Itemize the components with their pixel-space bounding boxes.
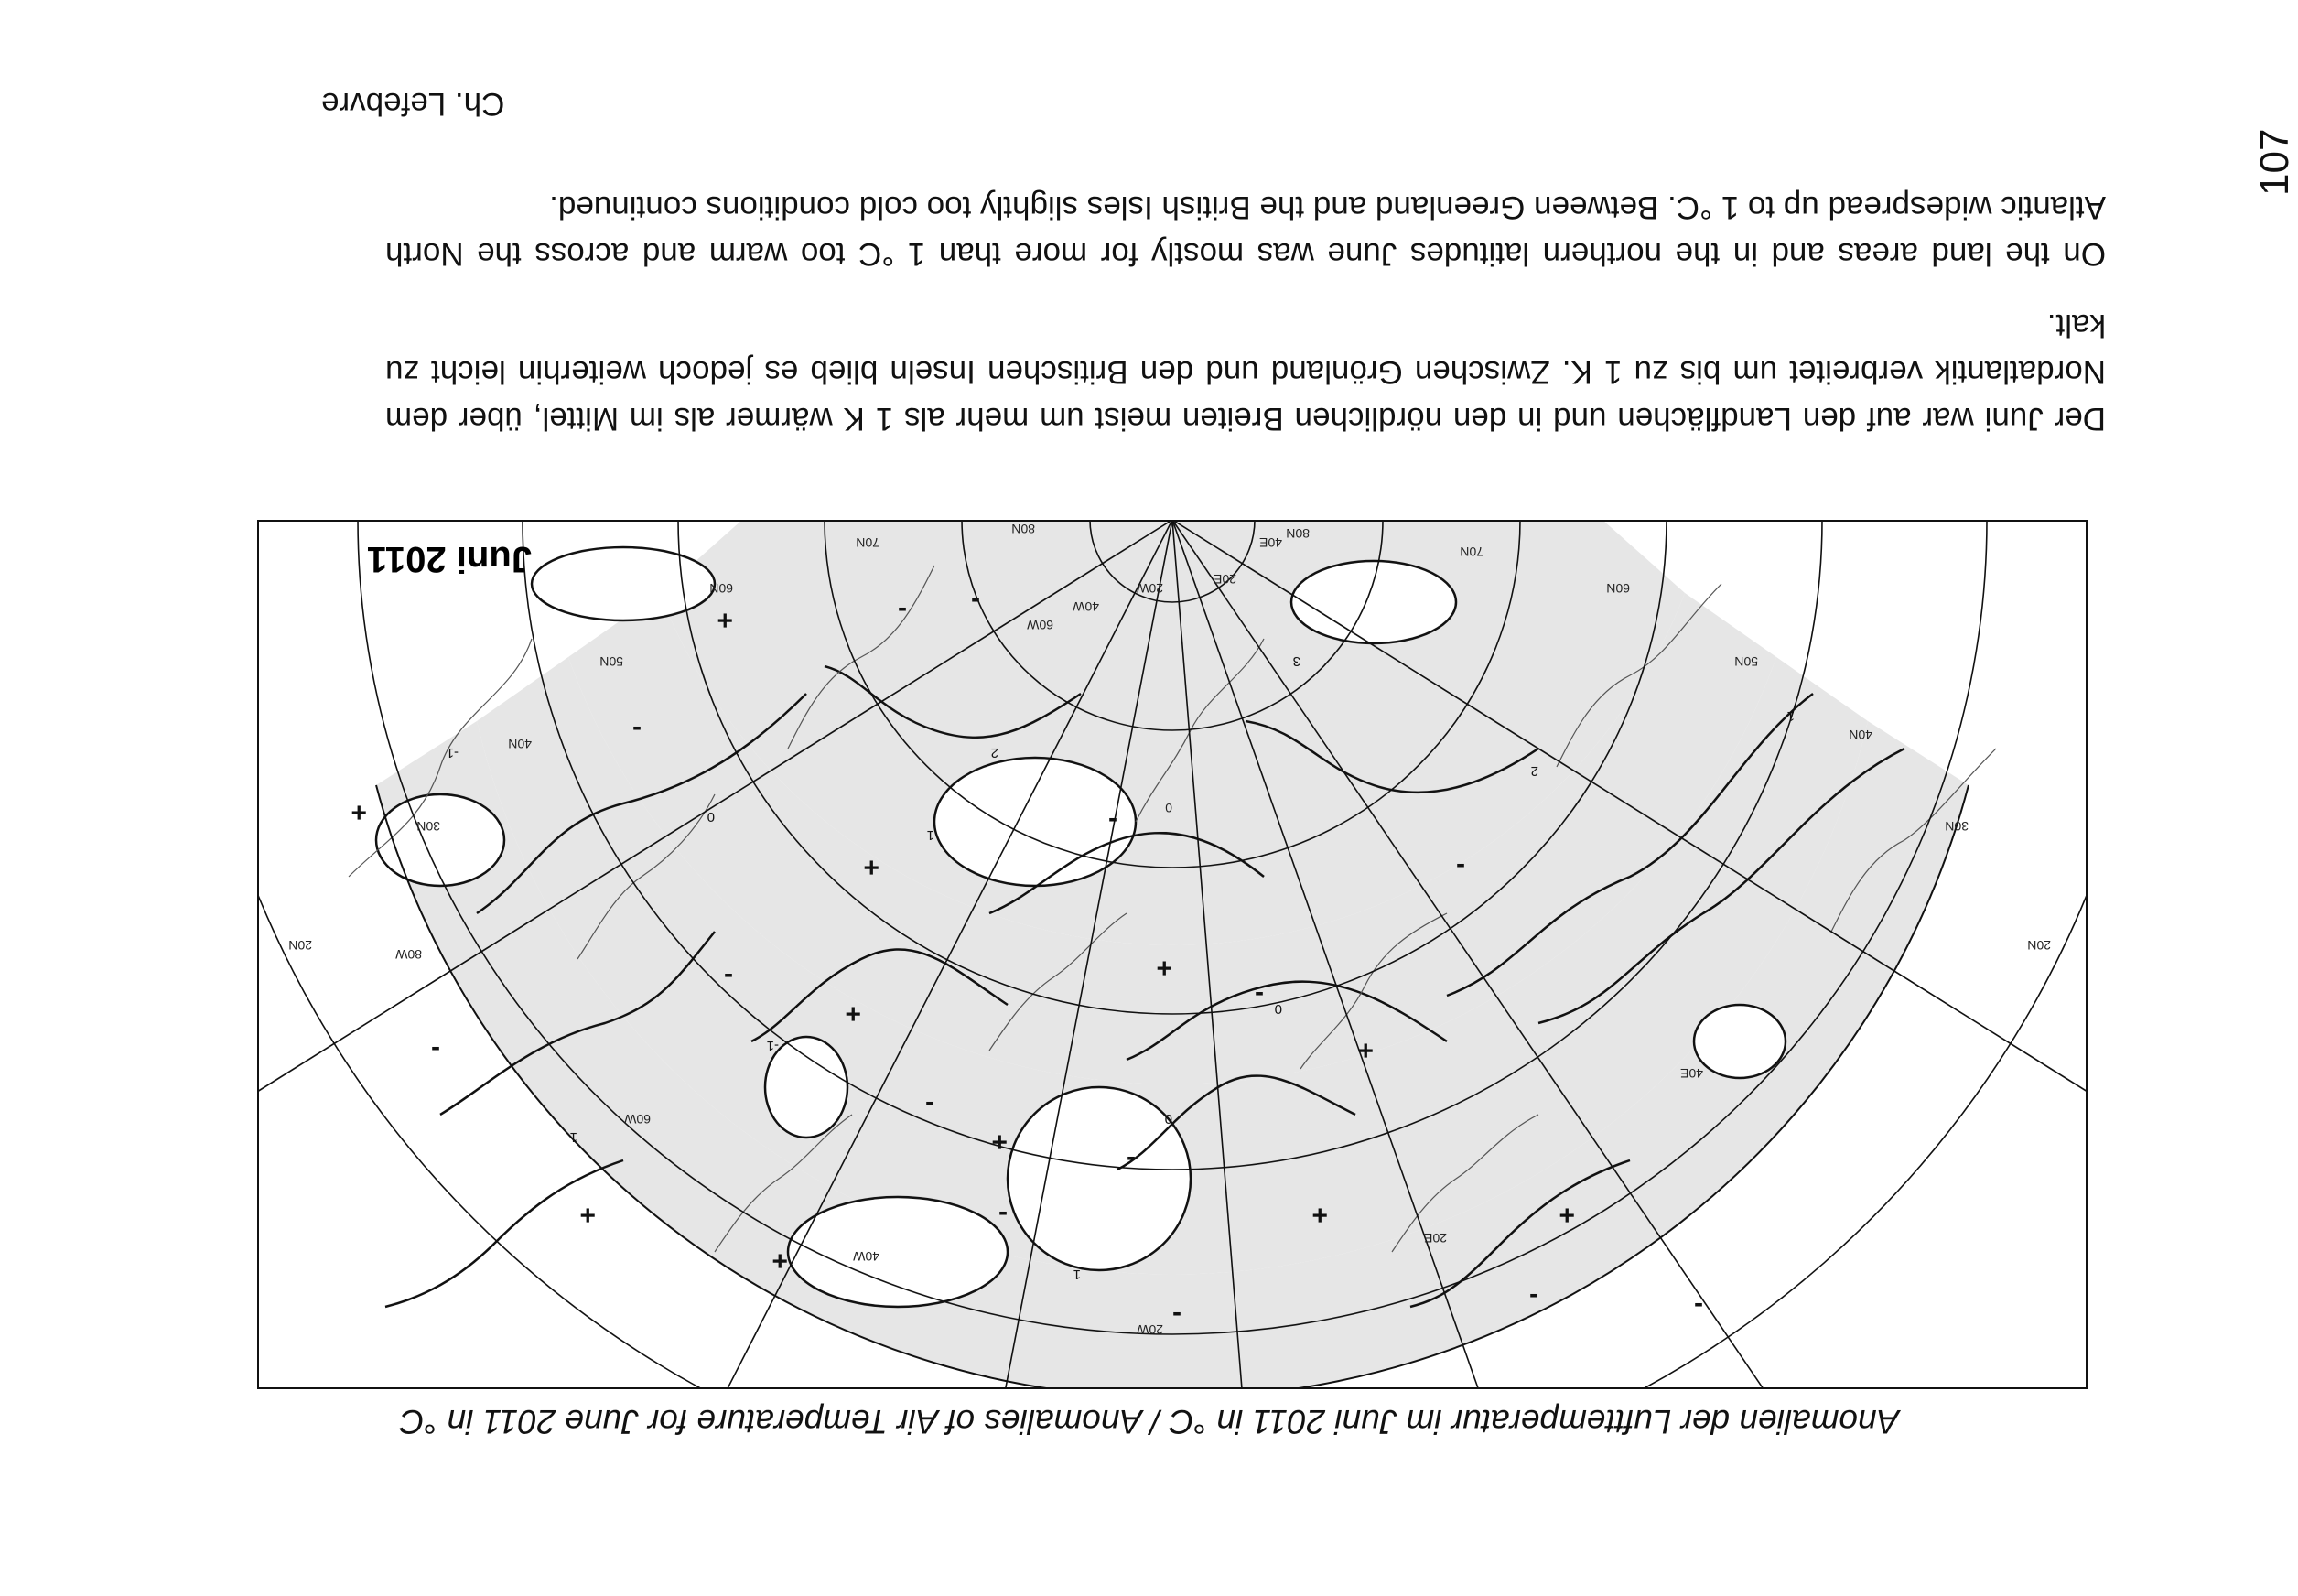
map-svg [257, 520, 2088, 1389]
plus-marker: + [863, 852, 879, 882]
lat-label: 30N [416, 819, 440, 834]
plus-marker: + [991, 1127, 1008, 1157]
minus-marker: - [1694, 1291, 1703, 1321]
plus-marker: + [1311, 1200, 1328, 1230]
description-german: Der Juni war auf den Landflächen und in den nördlichen Breiten meist um mehr als 1 K wärmer als im Mittel, über dem Nordatlantik verbreitet um bis zu 1 K. Zwischen Grönland und den Britischen Inseln blieb es jedoch weiterhin leicht zu kalt. [385, 307, 2106, 437]
lon-label: 40W [1073, 599, 1099, 614]
contour-label: -1 [446, 745, 459, 760]
minus-marker: - [898, 596, 907, 626]
contour-label: 0 [1274, 1001, 1282, 1017]
negative-area [1694, 1005, 1786, 1078]
lon-label: 20E [1214, 572, 1236, 587]
minus-marker: - [971, 587, 980, 617]
page-number: 107 [2252, 128, 2297, 196]
lon-label: 0 [1165, 801, 1172, 815]
figure-caption: Anomalien der Lufttemperatur im Juni 2011 in °C / Anomalies of Air Temperature for June 2011 in °C [399, 1403, 1900, 1440]
contour-label: 1 [569, 1129, 577, 1145]
map-title: Juni 2011 [366, 539, 532, 579]
contour-label: 1 [1073, 1267, 1081, 1282]
plus-marker: + [579, 1200, 596, 1230]
lat-label: 60N [1606, 581, 1630, 596]
lon-label: 60W [624, 1112, 651, 1127]
minus-marker: - [431, 1035, 440, 1065]
lon-label: 40E [1259, 535, 1282, 550]
plus-marker: + [1156, 953, 1172, 983]
anomaly-map [257, 520, 2088, 1389]
lat-label: 30N [1945, 819, 1969, 834]
minus-marker: - [1127, 1145, 1136, 1175]
lat-label: 40N [1849, 728, 1872, 742]
plus-marker: + [1559, 1200, 1575, 1230]
plus-marker: + [717, 605, 733, 635]
plus-marker: + [845, 998, 861, 1029]
lon-label: 40E [1680, 1066, 1703, 1081]
minus-marker: - [632, 715, 642, 745]
negative-area [532, 547, 715, 620]
negative-area [1008, 1087, 1191, 1270]
lat-label: 80N [1286, 526, 1310, 541]
minus-marker: - [925, 1090, 934, 1120]
lat-label: 60N [709, 581, 733, 596]
lon-label: 80W [395, 947, 422, 962]
contour-label: 2 [1530, 763, 1538, 779]
minus-marker: - [724, 962, 733, 992]
lat-label: 80N [1011, 522, 1035, 536]
contour-label: 3 [1292, 653, 1300, 669]
contour-label: -1 [766, 1038, 779, 1053]
contour-label: 0 [1164, 1111, 1172, 1127]
lat-label: 50N [599, 654, 623, 669]
lon-label: 60W [1027, 618, 1053, 632]
contour-label: 2 [990, 745, 998, 760]
author: Ch. Lefebvre [321, 86, 505, 122]
lat-label: 40N [508, 737, 532, 751]
plus-marker: + [351, 797, 367, 827]
lon-label: 20W [1137, 1322, 1163, 1337]
negative-area [1291, 561, 1456, 643]
lat-label: 20N [288, 938, 312, 953]
negative-area [788, 1197, 1008, 1307]
description-english: On the land areas and in the northern latitudes June was mostly for more than 1 °C too warm and across the North Atlantic widespread up to 1 °C. Between Greenland and the British Isles slightly too cold conditions continued. [385, 189, 2106, 272]
lat-label: 70N [856, 535, 879, 550]
minus-marker: - [1255, 980, 1264, 1010]
contour-label: 0 [707, 809, 715, 825]
contour-label: 1 [1786, 708, 1795, 724]
lat-label: 70N [1460, 545, 1483, 559]
plus-marker: + [771, 1246, 788, 1276]
lon-label: 40W [853, 1249, 879, 1264]
lon-label: 20E [1424, 1231, 1447, 1246]
lat-label: 50N [1734, 654, 1758, 669]
minus-marker: - [1529, 1282, 1538, 1312]
minus-marker: - [1108, 806, 1117, 836]
minus-marker: - [1456, 852, 1465, 882]
minus-marker: - [1172, 1300, 1181, 1331]
contour-label: 1 [926, 827, 934, 843]
negative-area [376, 794, 504, 886]
lat-label: 20N [2027, 938, 2051, 953]
minus-marker: - [998, 1200, 1008, 1230]
plus-marker: + [1357, 1035, 1374, 1065]
lon-label: 20W [1137, 581, 1163, 596]
